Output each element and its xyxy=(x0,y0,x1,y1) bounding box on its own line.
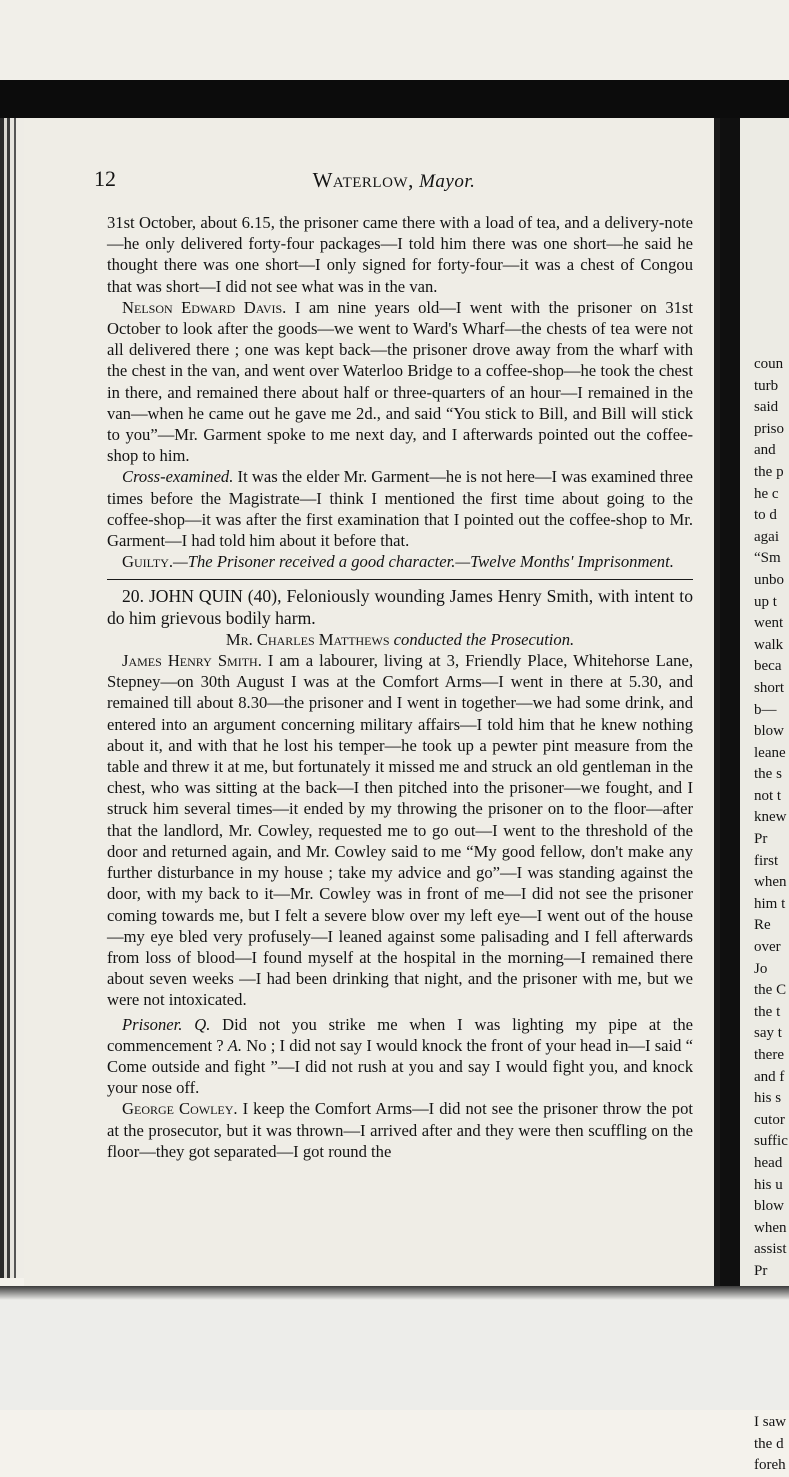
facing-page-line: Jo xyxy=(754,960,768,977)
verdict xyxy=(107,551,693,572)
facing-page-line: turb xyxy=(754,377,779,394)
cross-examined-label: Cross-examined. xyxy=(122,467,234,487)
facing-page-line: beca xyxy=(754,658,782,675)
facing-page-line: I saw xyxy=(754,1414,787,1431)
testimony-cowley xyxy=(107,1098,693,1162)
facing-page-line: unbo xyxy=(754,571,784,588)
facing-page-line: coun xyxy=(754,356,784,372)
testimony-davis xyxy=(107,297,693,467)
scan-bottom-shadow xyxy=(0,1286,789,1300)
question-label: Q. xyxy=(194,1014,211,1034)
verdict-label: Guilty. xyxy=(122,552,174,572)
answer-text: No ; I did not say I would knock the front of your head in—I said “ Come outside and fight ”—I did not rush at you and say I would fight you, and knock your nose off. xyxy=(107,1035,693,1098)
running-head-name: Waterlow, xyxy=(312,168,414,192)
facing-page-line: when xyxy=(754,874,787,891)
facing-page-line: him t xyxy=(754,895,786,912)
facing-page-line: to d xyxy=(754,507,777,524)
facing-page-line: blow xyxy=(754,1198,784,1215)
facing-page-line: the C xyxy=(754,982,787,999)
page-header xyxy=(94,166,694,196)
facing-page-line: walk xyxy=(754,636,784,653)
facing-page-line: first xyxy=(754,852,779,869)
testimony-continuation: 31st October, about 6.15, the prisoner came there with a load of tea, and a delivery-note—he only delivered forty-four packages—I told him there was one short—he said he thought there was one short—I only signed for forty-four—it was a chest of Congou that was short—I did not see what was in the van. xyxy=(107,213,693,296)
running-head xyxy=(94,168,694,193)
facing-page-line: suffic xyxy=(754,1133,788,1150)
facing-page-line: there xyxy=(754,1047,784,1063)
testimony-smith xyxy=(107,650,693,1010)
facing-page-line: “Sm xyxy=(754,550,781,567)
facing-page-line: he c xyxy=(754,485,779,502)
question-text: Did not you strike me when I was lighting my pipe at the commencement ? xyxy=(107,1014,693,1055)
page-stack-edge xyxy=(0,118,26,1278)
facing-page-fragment xyxy=(740,118,789,1474)
facing-page-line: and f xyxy=(754,1068,785,1085)
scan-black-border xyxy=(0,80,789,118)
facing-page-line: said xyxy=(754,399,779,416)
running-head-title: Mayor. xyxy=(419,171,476,192)
counsel-line xyxy=(107,629,693,650)
cross-examination xyxy=(107,466,693,551)
testimony-text: I keep the Comfort Arms—I did not see the prisoner throw the pot at the prosecutor, but it was thrown—I arrived after and they were then scuffling on the floor—they got separated—I got round the xyxy=(107,1099,693,1161)
witness-name: Nelson Edward Davis. xyxy=(122,297,287,317)
facing-page-line: went xyxy=(754,615,784,632)
facing-page-line: the d xyxy=(754,1435,784,1452)
facing-page-line: blow xyxy=(754,723,784,740)
case-heading: 20. JOHN QUIN (40), Feloniously wounding James Henry Smith, with intent to do him grievous bodily harm. xyxy=(107,586,693,628)
facing-page-line: foreh xyxy=(754,1457,786,1474)
facing-page-line: agai xyxy=(754,528,779,545)
facing-page-line: head xyxy=(754,1154,783,1171)
testimony-text: I am nine years old—I went with the prisoner on 31st October to look after the goods—we went to Ward's Wharf—the chests of tea were not all delivered there ; one was kept back—the prisoner drove away from the wharf with the chest in the van, and went over Waterloo Bridge to a coffee-shop—he took the chest in there, and remained there about half or three-quarters of an hour—I remained in the van—when he came out he gave me 2d., and said “You stick to Bill, and Bill will stick to you”—Mr. Garment spoke to me next day, and I afterwards pointed out the coffee-shop to him. xyxy=(107,297,693,466)
witness-name: George Cowley. xyxy=(122,1099,238,1119)
facing-page-line: Pr xyxy=(754,1262,768,1279)
facing-page-line: not t xyxy=(754,787,782,804)
counsel-name: Mr. Charles Matthews xyxy=(225,629,390,649)
facing-page-line: up t xyxy=(754,593,777,610)
book-spine-shadow xyxy=(714,118,740,1286)
facing-page-line: knew xyxy=(754,809,787,826)
prisoner-question xyxy=(107,1014,693,1099)
facing-page-line: cutor xyxy=(754,1111,785,1128)
facing-page-line: short xyxy=(754,679,784,696)
page-body xyxy=(107,212,693,1162)
facing-page-line: the p xyxy=(754,463,784,480)
facing-page-line: priso xyxy=(754,420,784,437)
facing-page-line: b— xyxy=(754,701,777,718)
facing-page-line: assist xyxy=(754,1241,787,1258)
witness-name: James Henry Smith. xyxy=(122,651,262,671)
facing-page-line: when xyxy=(754,1219,787,1236)
facing-page-line: the t xyxy=(754,1003,781,1020)
sentence-text: —The Prisoner received a good character.—Twelve Months' Imprisonment. xyxy=(173,552,674,572)
facing-page-line: Pr xyxy=(754,831,768,848)
testimony-text: It was the elder Mr. Garment—he is not here—I was examined three times before the Magistrate—I think I mentioned the first time about going to the coffee-shop—it was after the first examination that I pointed out the coffee-shop to Mr. Garment—I had told him about it before that. xyxy=(107,467,693,551)
facing-page-line: leane xyxy=(754,744,786,761)
counsel-role: conducted the Prosecution. xyxy=(389,629,575,649)
scan-bottom-margin xyxy=(0,1286,789,1410)
facing-page-line: Re xyxy=(754,917,771,934)
facing-page-line: over xyxy=(754,939,781,956)
answer-label: A. xyxy=(227,1035,243,1055)
prisoner-label: Prisoner. xyxy=(122,1014,183,1034)
facing-page-line: and xyxy=(754,442,776,459)
page-number: 12 xyxy=(94,166,116,191)
testimony-text: I am a labourer, living at 3, Friendly Place, Whitehorse Lane, Stepney—on 30th August I was at the Comfort Arms—I went in there at 5.30, and remained till about 8.30—the prisoner and I went in together—we had some drink, and entered into an argument concerning military affairs—I told him that he knew nothing about it, and with that he lost his temper—he took up a pewter pint measure from the table and threw it at me, but fortunately it missed me and struck an old gentleman in the chest, who was sitting at the back—I then pitched into the prisoner—we fought, and I struck him several times—it ended by my throwing the prisoner on to the floor—after that the landlord, Mr. Cowley, requested me to go out—I went to the threshold of the door and returned again, and Mr. Cowley said to me “My good fellow, don't make any further disturbance in my house ; take my advice and go”—I was standing against the door, with my back to it—Mr. Cowley was in front of me—I did not see the prisoner coming towards me, but I felt a severe blow over my left eye—I went out of the house—my eye bled very profusely—I leaned against some palisading and I fell afterwards from loss of blood—I found myself at the hospital in the morning—I remained there about seven weeks —I had been drinking that night, and the prisoner with me, but we were not intoxicated. xyxy=(107,651,693,1010)
case-divider xyxy=(107,579,693,580)
facing-page-line: his s xyxy=(754,1090,782,1107)
facing-page-line: his u xyxy=(754,1176,783,1193)
facing-page-line: say t xyxy=(754,1025,782,1042)
scan-top-margin xyxy=(0,0,789,80)
facing-page-line: the s xyxy=(754,766,782,783)
